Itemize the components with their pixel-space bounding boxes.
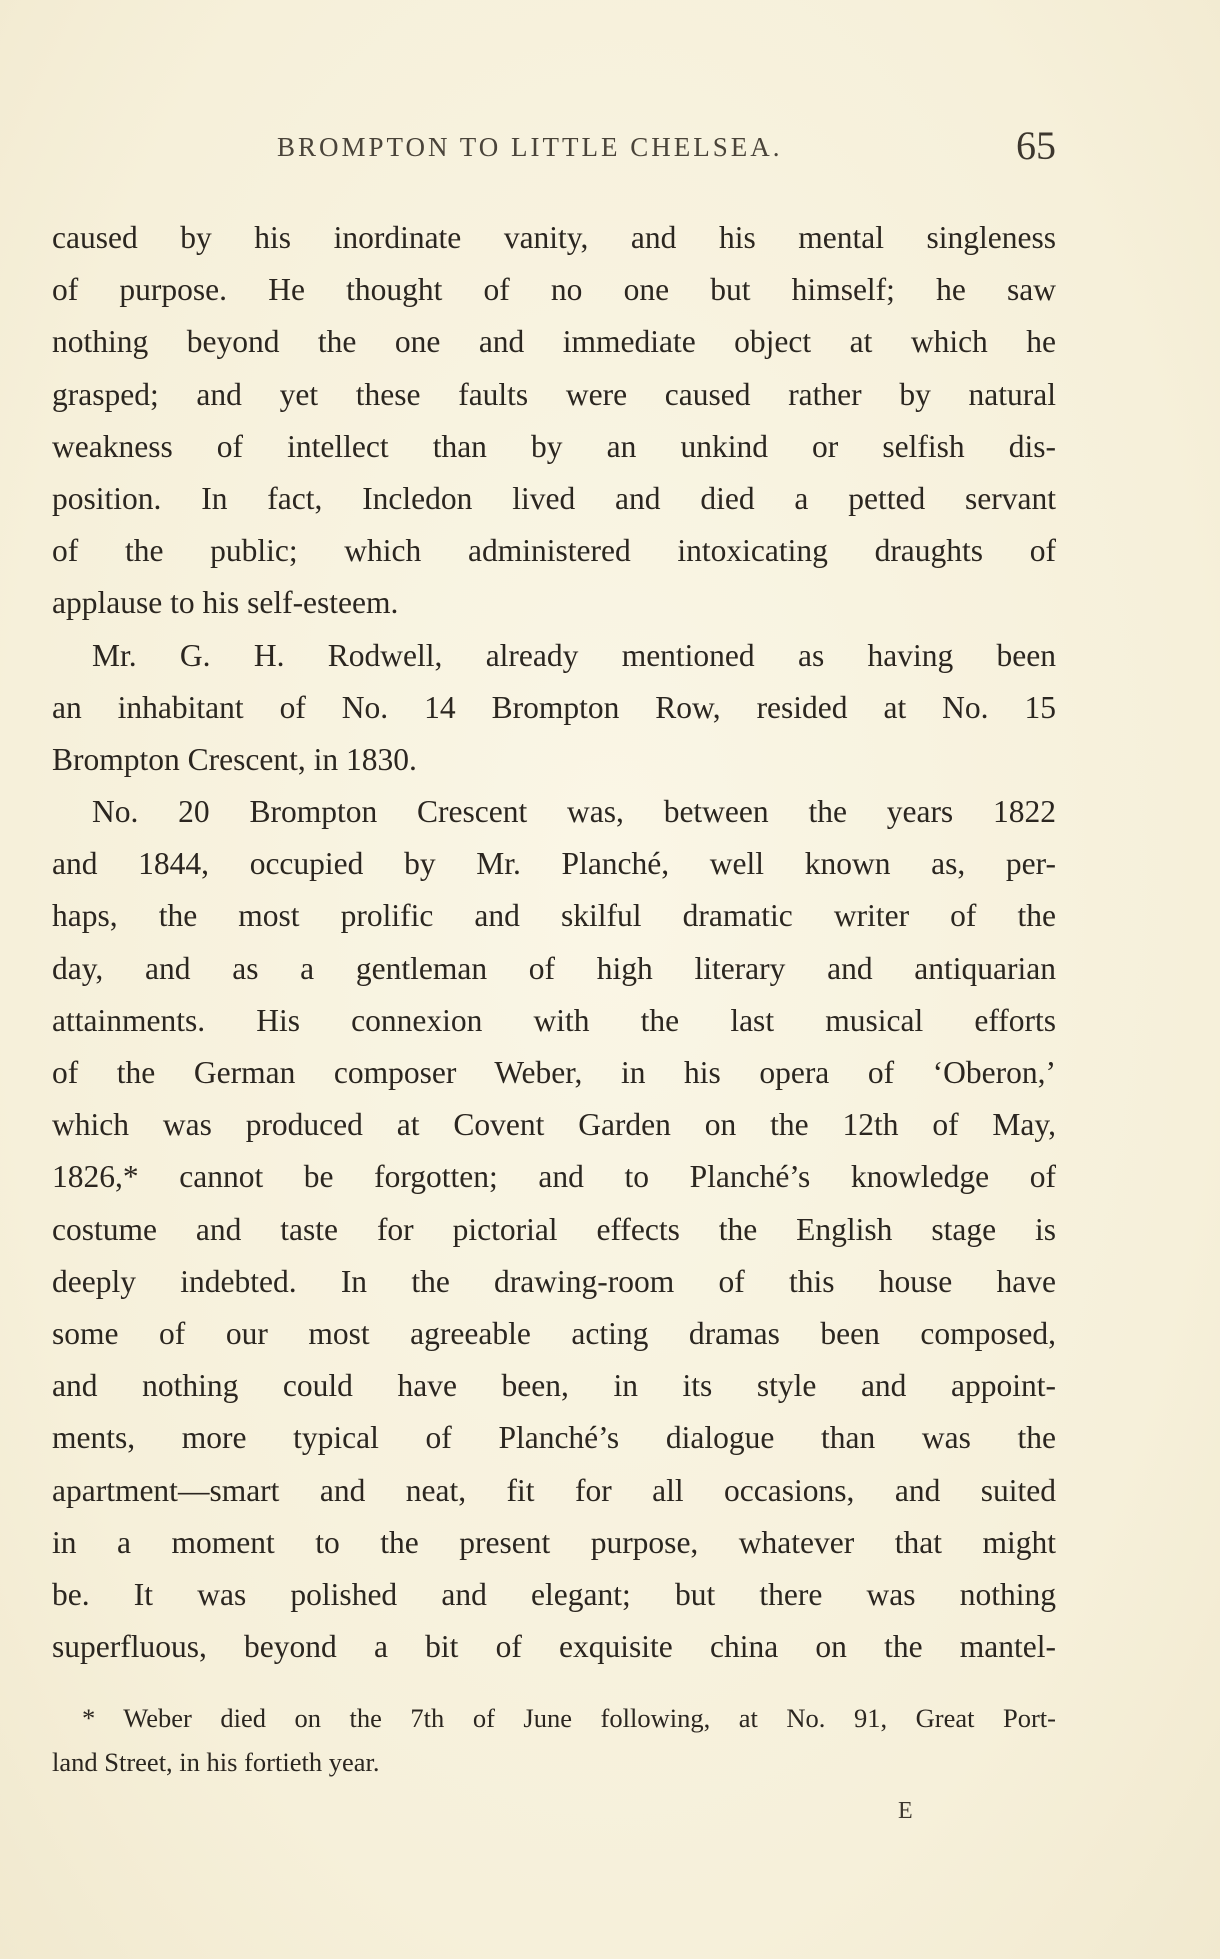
text-line: costume and taste for pictorial effects the English stage is — [52, 1211, 1056, 1247]
text-line: day, and as a gentleman of high literary and antiquarian — [52, 950, 1056, 986]
text-line: weakness of intellect than by an unkind or selfish dis- — [52, 428, 1056, 464]
text-line: apartment—smart and neat, fit for all occasions, and suited — [52, 1472, 1056, 1508]
running-head: BROMPTON TO LITTLE CHELSEA. — [277, 132, 783, 162]
text-line: which was produced at Covent Garden on the 12th of May, — [52, 1107, 1056, 1143]
footnote-line: land Street, in his fortieth year. — [52, 1747, 380, 1777]
text-line: attainments. His connexion with the last musical efforts — [52, 1002, 1056, 1038]
text-line: Brompton Crescent, in 1830. — [52, 741, 417, 777]
text-line: nothing beyond the one and immediate object at which he — [52, 324, 1056, 360]
body-text — [52, 212, 1056, 1673]
text-line: of purpose. He thought of no one but himself; he saw — [52, 272, 1056, 308]
text-line: be. It was polished and elegant; but there was nothing — [52, 1576, 1056, 1612]
text-line: Mr. G. H. Rodwell, already mentioned as having been — [92, 637, 1056, 673]
text-line: deeply indebted. In the drawing-room of this house have — [52, 1263, 1056, 1299]
footnote — [52, 1696, 1056, 1784]
text-line: No. 20 Brompton Crescent was, between the years 1822 — [92, 794, 1056, 830]
text-line: an inhabitant of No. 14 Brompton Row, resided at No. 15 — [52, 689, 1056, 725]
text-line: and 1844, occupied by Mr. Planché, well known as, per- — [52, 846, 1056, 882]
text-line: and nothing could have been, in its style and appoint- — [52, 1368, 1056, 1404]
text-line: applause to his self-esteem. — [52, 585, 399, 621]
text-line: 1826,* cannot be forgotten; and to Planché’s knowledge of — [52, 1159, 1056, 1195]
signature-mark: E — [898, 1798, 913, 1824]
text-line: ments, more typical of Planché’s dialogue than was the — [52, 1420, 1056, 1456]
text-line: caused by his inordinate vanity, and his mental singleness — [52, 220, 1056, 255]
text-line: of the German composer Weber, in his opera of ‘Oberon,’ — [52, 1055, 1056, 1090]
text-line: position. In fact, Incledon lived and died a petted servant — [52, 480, 1056, 516]
text-line: grasped; and yet these faults were caused rather by natural — [52, 376, 1056, 412]
page-header — [52, 123, 1056, 172]
text-line: superfluous, beyond a bit of exquisite china on the mantel- — [52, 1629, 1056, 1665]
text-line: of the public; which administered intoxicating draughts of — [52, 533, 1056, 569]
text-line: some of our most agreeable acting dramas been composed, — [52, 1315, 1056, 1351]
text-line: in a moment to the present purpose, whatever that might — [52, 1524, 1056, 1560]
footnote-line: * Weber died on the 7th of June following, at No. 91, Great Port- — [82, 1703, 1056, 1733]
page-number: 65 — [1016, 123, 1056, 168]
text-line: haps, the most prolific and skilful dramatic writer of the — [52, 898, 1056, 934]
